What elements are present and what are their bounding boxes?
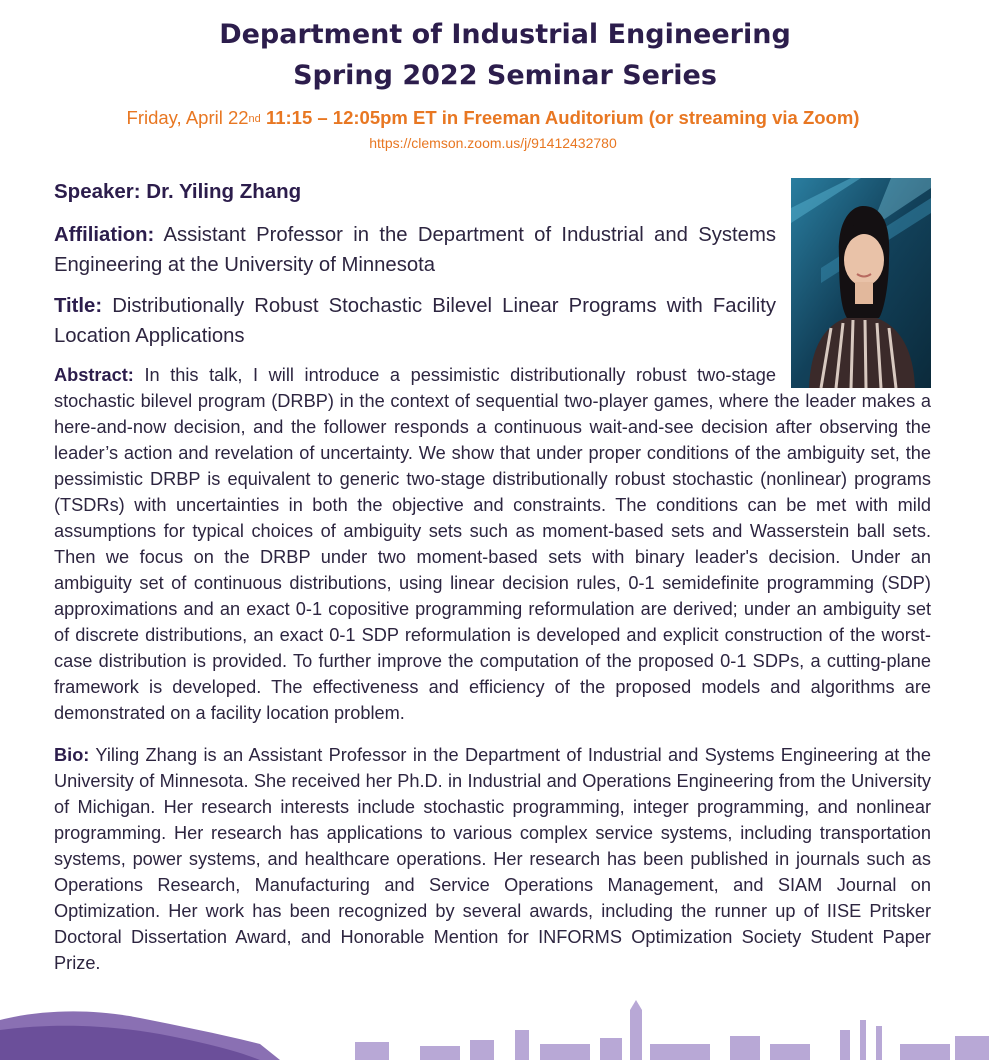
affiliation-label: Affiliation: — [54, 224, 155, 246]
abstract-label: Abstract: — [54, 365, 134, 385]
speaker-name: Speaker: Dr. Yiling Zhang — [54, 180, 302, 203]
event-day-suffix: nd — [248, 113, 261, 125]
affiliation — [54, 220, 776, 280]
bio-text: Yiling Zhang is an Assistant Professor in the Department of Industrial and Systems Engineering at the University of Minnesota. She received her Ph.D. in Industrial and Operations Engineering from the University of Michigan. Her research interests include stochastic programming, integer programming, and nonlinear programming. Her research has applications to various complex service systems, including transportation systems, power systems, and healthcare operations. Her research has been published in journals such as Operations Research, Manufacturing and Service Operations Management, and SIAM Journal on Optimization. Her work has been recognized by several awards, including the runner up of IISE Pritsker Doctoral Dissertation Award, and Honorable Mention for INFORMS Optimization Society Student Paper Prize. — [54, 745, 931, 973]
abstract-text-first: In this talk, I will introduce a pessimistic distributionally robust two-stage — [144, 365, 776, 385]
zoom-link[interactable]: https://clemson.zoom.us/j/91412432780 — [369, 135, 617, 151]
abstract — [54, 362, 931, 726]
campus-skyline-graphic — [0, 1000, 989, 1060]
bio — [54, 742, 931, 976]
event-datetime — [0, 107, 986, 129]
talk-title — [54, 291, 776, 351]
abstract-text-rest: stochastic bilevel program (DRBP) in the context of sequential two-player games, where the leader makes a here-and-now decision, and the follower responds a continuous wait-and-see decision after observing the leader’s action and revelation of uncertainty. We show that under proper conditions of the ambiguity set, the pessimistic DRBP is equivalent to generic two-stage distributionally robust stochastic (nonlinear) programs (TSDRs) with uncertainties in both the objective and constraints. The conditions can be met with mild assumptions for typical choices of ambiguity sets such as moment-based sets and Wasserstein ball sets. Then we focus on the DRBP under two moment-based sets with binary leader's decision. Under an ambiguity set of continuous distributions, using linear decision rules, 0-1 semidefinite programming (SDP) approximations and an exact 0-1 copositive programming reformulation are derived; under an ambiguity set of discrete distributions, an exact 0-1 SDP reformulation is developed and explicit construction of the worst-case distribution is provided. To further improve the computation of the proposed 0-1 SDPs, a cutting-plane framework is developed. The effectiveness and efficiency of the proposed models and algorithms are demonstrated on a facility location problem. — [54, 391, 931, 723]
talk-title-label: Title: — [54, 295, 103, 317]
event-day: Friday, April 22 — [126, 107, 249, 128]
series-title: Spring 2022 Seminar Series — [293, 60, 717, 91]
seminar-content — [54, 176, 931, 987]
affiliation-text: Assistant Professor in the Department of Industrial and Systems Engineering at the University of Minnesota — [54, 224, 776, 276]
department-title: Department of Industrial Engineering — [219, 19, 791, 50]
talk-title-text: Distributionally Robust Stochastic Bilevel Linear Programs with Facility Location Applications — [54, 295, 777, 347]
bio-label: Bio: — [54, 745, 90, 765]
flyer-header — [0, 14, 989, 96]
event-time-place: 11:15 – 12:05pm ET in Freeman Auditorium (or streaming via Zoom) — [265, 107, 860, 128]
